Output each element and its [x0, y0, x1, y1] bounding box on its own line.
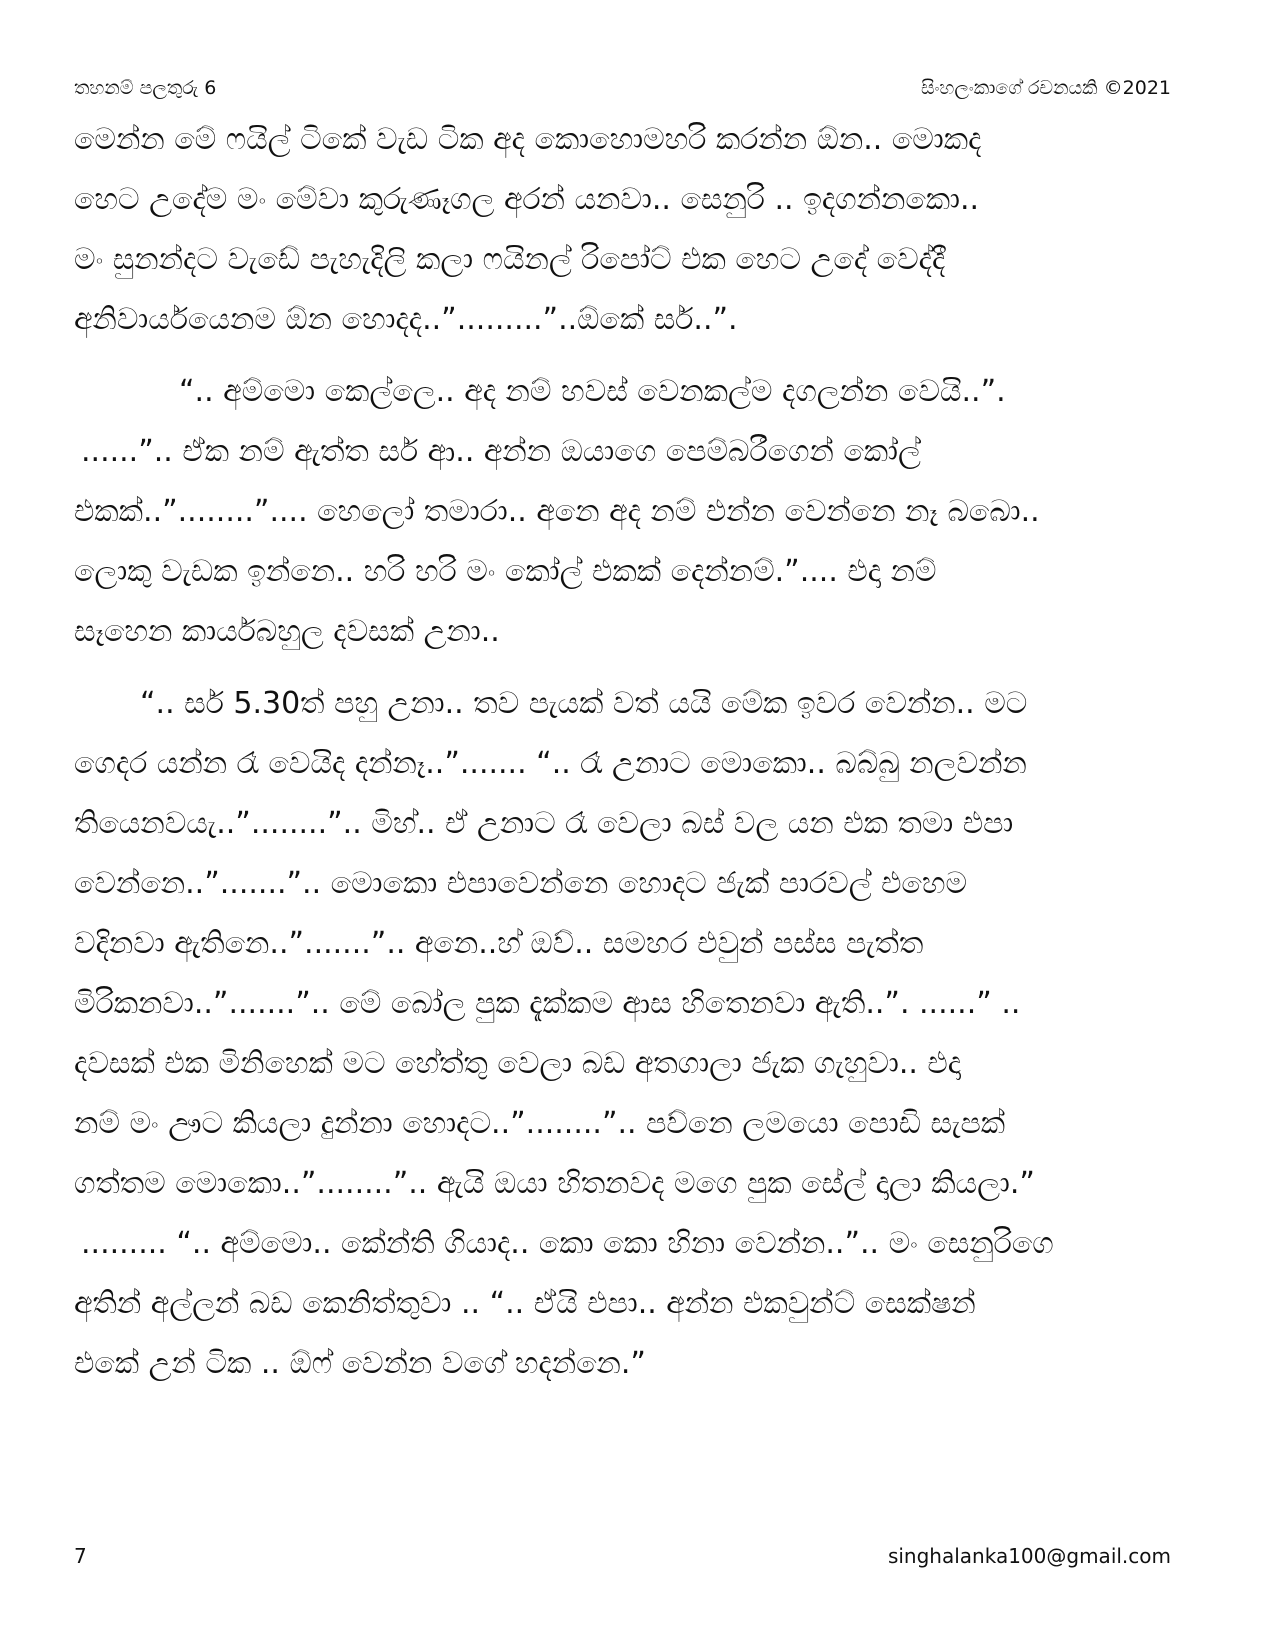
body-line: හෙට උදේම මං මේවා කුරුණෑගල අරන් යනවා.. සෙනුරි .. ඉදගන්නකො.. [74, 182, 980, 217]
body-line: සෑහෙන කාර්යබහුල දවසක් උනා.. [74, 614, 500, 649]
body-line: ලොකු වැඩක ඉන්නෙ.. හරි හරි මං කෝල් එකක් දෙන්නම්.”.... එදා නම් [74, 554, 937, 589]
body-line: නම් මං ඌට කියලා දුන්නා හොදට..”........”.. පව්නෙ ලමයො පොඩි සැපක් [74, 1106, 1006, 1141]
body-line: මිරිකනවා..”.......”.. මේ බෝල පුක දැක්කම ආස හිතෙනවා ඇති..”. ......” .. [74, 986, 1021, 1021]
body-line: එකේ උන් ටික .. ඕෆ් වෙන්න වගේ හදන්නෙ.” [74, 1346, 646, 1381]
page-header [74, 72, 1171, 104]
body-line: තියෙනවයැ..”........”.. මිහ්.. ඒ උනාට රෑ වෙලා බස් වල යන එක තමා එපා [74, 806, 1014, 841]
paragraph-gap [74, 350, 1169, 362]
author-copyright: සිංහලංකාගේ රචනයකි ©2021 [920, 77, 1171, 99]
story-body [74, 110, 1169, 1394]
body-line: ......”.. ඒක නම් ඇත්ත සර් ආ.. අන්න ඔයාගෙ පෙම්බරීගෙන් කෝල් [81, 434, 921, 469]
body-line: ගත්තම මොකො..”........”.. ඇයි ඔයා හිතනවද මගෙ පුක සේල් දාලා කියලා.” [74, 1166, 1035, 1201]
body-line: වදිනවා ඇතිනෙ..”.......”.. අනෙ..හ් ඔව්.. සමහර එවුන් පස්ස පැත්ත [74, 926, 924, 961]
body-line: දවසක් එක මිනිහෙක් මට හේත්තු වෙලා බඩ අතගාලා ජැක ගැහුවා.. එදා [74, 1046, 962, 1081]
body-line: මං සුනන්දට වැඩේ පැහැදිලි කලා ෆයිනල් රිපෝට් එක හෙට උදේ වෙද්දී [74, 242, 946, 277]
body-line: මෙන්න මේ ෆයිල් ටිකේ වැඩ ටික අද කොහොමහරි කරන්න ඕන.. මොකද [74, 122, 982, 157]
body-line: “.. අම්මො කෙල්ලෙ.. අද නම් හවස් වෙනකල්ම දගලන්න වෙයි..”. [179, 374, 1006, 409]
body-line: එකක්..”........”.... හෙලෝ තමාරා.. අනෙ අද නම් එන්න වෙන්නෙ නෑ බබො.. [74, 494, 1040, 529]
page-footer [74, 1540, 1171, 1572]
story-title: තහනම් පලතුරු 6 [74, 77, 217, 99]
body-line: ගෙදර යන්න රෑ වෙයිද දන්නෑ..”....... “.. රෑ උනාට මොකො.. බබ්බු නලවන්න [74, 746, 1027, 781]
body-line: ......... “.. අම්මො.. කේන්ති ගියාද.. කො කො හිනා වෙන්න..”.. මං සෙනුරිගෙ [81, 1226, 1054, 1261]
page-number: 7 [74, 1544, 87, 1568]
body-line: අතින් අල්ලන් බඩ කෙනිත්තුවා .. “.. ඒයි එපා.. අන්න එකවුන්ට් සෙක්ෂන් [74, 1286, 976, 1321]
paragraph-gap [74, 662, 1169, 674]
body-line: අනිවාර්යයෙනම ඕන හොදද..”.........”..ඕකේ සර්..”. [74, 302, 738, 337]
body-line: වෙන්නෙ..”.......”.. මොකො එපාවෙන්නෙ හොදට ජැක් පාරවල් එහෙම [74, 866, 968, 901]
body-line: “.. සර් 5.30ත් පහු උනා.. තව පැයක් වත් යයි මේක ඉවර වෙන්න.. මට [140, 686, 1028, 721]
contact-email: singhalanka100@gmail.com [887, 1544, 1171, 1568]
